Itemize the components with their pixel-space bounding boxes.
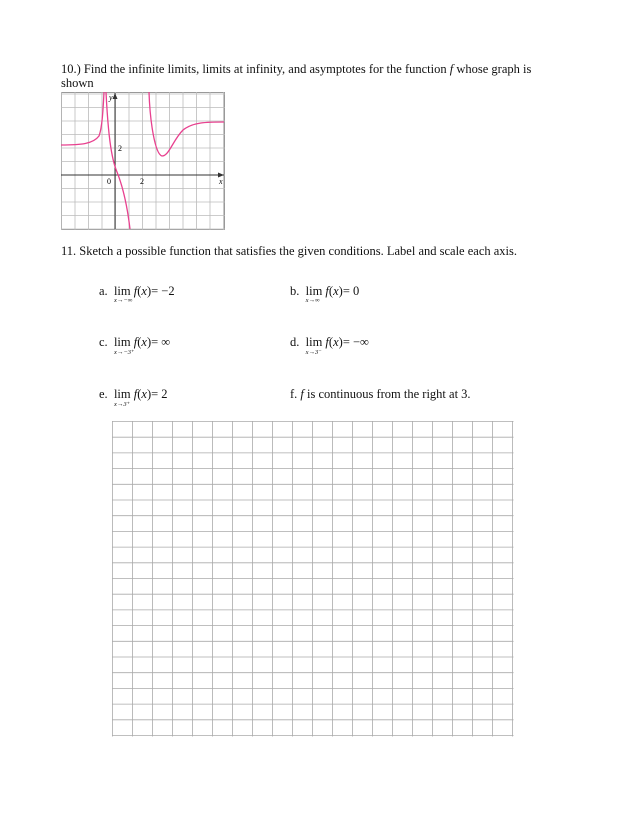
condition-e: e. lim x→3⁺ f(x)= 2	[99, 387, 168, 408]
lim-subscript: x→∞	[305, 297, 320, 304]
sketch-grid[interactable]	[112, 421, 514, 737]
condition-b: b. lim x→∞ f(x)= 0	[290, 284, 360, 304]
x-tick-label-2: 2	[140, 177, 144, 186]
condition-d: d. lim x→3⁻ f(x)= −∞	[290, 335, 369, 356]
lim-subscript: x→3⁻	[305, 349, 322, 356]
lim-operator: lim x→3⁻	[305, 335, 323, 356]
y-axis-label: y	[109, 93, 113, 102]
condition-c: c. lim x→−3⁺ f(x)= ∞	[99, 335, 171, 356]
question-10-text: 10.) Find the infinite limits, limits at infinity, and asymptotes for the function f whose graph is shown	[61, 62, 532, 90]
function-name: f	[449, 62, 454, 76]
lim-operator: lim x→∞	[305, 284, 323, 304]
origin-label: 0	[107, 177, 111, 186]
y-tick-label-2: 2	[118, 144, 122, 153]
question-11-text: 11. Sketch a possible function that satisfies the given conditions. Label and scale each axis.	[61, 244, 518, 258]
lim-subscript: x→−3⁺	[113, 349, 135, 356]
lim-operator: lim x→−∞	[113, 284, 133, 304]
lim-subscript: x→3⁺	[113, 401, 131, 408]
function-graph	[61, 92, 225, 230]
x-axis-label: x	[219, 177, 223, 186]
lim-operator: lim x→−3⁺	[113, 335, 135, 356]
condition-a: a. lim x→−∞ f(x)= −2	[99, 284, 175, 304]
lim-subscript: x→−∞	[113, 297, 133, 304]
condition-f: f. f is continuous from the right at 3.	[290, 387, 471, 401]
lim-operator: lim x→3⁺	[113, 387, 131, 408]
